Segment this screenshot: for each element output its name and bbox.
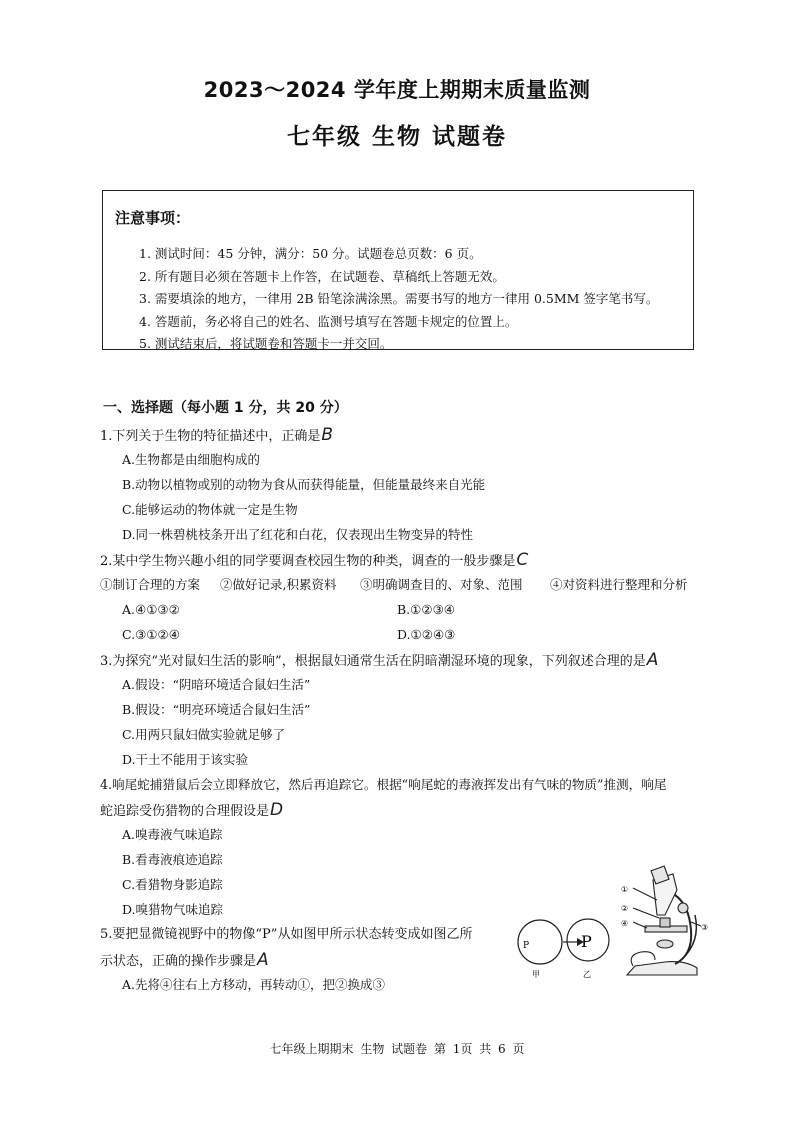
marker-1: ① (621, 885, 629, 894)
notice-item: 3. 需要填涂的地方，一律用 2B 铅笔涂满涂黑。需要书写的地方一律用 0.5MM 签字笔书写。 (139, 291, 659, 306)
notice-item: 5. 测试结束后，将试题卷和答题卡一并交回。 (139, 336, 393, 351)
question-text: 2.某中学生物兴趣小组的同学要调查校园生物的种类，调查的一般步骤是 (100, 554, 516, 569)
notice-item: 4. 答题前，务必将自己的姓名、监测号填写在答题卡规定的位置上。 (139, 313, 518, 329)
notice-box (102, 190, 694, 350)
section-heading: 一、选择题（每小题 1 分，共 20 分） (103, 400, 348, 416)
page-footer: 七年级上期期末 生物 试题卷 第 1页 共 6 页 (269, 1042, 525, 1056)
handwritten-answer: B (321, 425, 334, 445)
option: B.①②③④ (397, 602, 455, 617)
handwritten-answer: C (516, 550, 529, 570)
question-4-stem-line1: 4.响尾蛇捕猎鼠后会立即释放它，然后再追踪它。根据“响尾蛇的毒液挥发出有气味的物质”推测，响尾 (100, 777, 667, 792)
exam-title: 2023～2024 学年度上期期末质量监测 (203, 78, 591, 102)
notice-item: 1. 测试时间：45 分钟，满分：50 分。试题卷总页数：6 页。 (139, 246, 482, 261)
question-text: 3.为探究“光对鼠妇生活的影响”，根据鼠妇通常生活在阴暗潮湿环境的现象，下列叙述合理的是 (100, 654, 646, 669)
question-5-stem-line1: 5.要把显微镜视野中的物像“P”从如图甲所示状态转变成如图乙所 (100, 927, 473, 942)
handwritten-answer: D (270, 800, 284, 820)
option: A.假设：“阴暗环境适合鼠妇生活” (122, 677, 311, 692)
handwritten-answer: A (257, 950, 269, 970)
step-item: ④对资料进行整理和分析 (550, 577, 688, 592)
option: C.③①②④ (122, 627, 180, 642)
question-text: 蛇追踪受伤猎物的合理假设是 (100, 804, 270, 819)
option: B.假设：“明亮环境适合鼠妇生活” (122, 702, 311, 717)
option: C.用两只鼠妇做实验就足够了 (122, 727, 286, 742)
option: A.嗅毒液气味追踪 (122, 827, 223, 842)
question-5-stem-line2 (100, 951, 269, 971)
handwritten-answer: A (646, 650, 659, 670)
marker-2: ② (621, 904, 629, 913)
option: A.生物都是由细胞构成的 (122, 452, 261, 467)
notice-item: 2. 所有题目必须在答题卡上作答，在试题卷、草稿纸上答题无效。 (139, 268, 505, 284)
question-text: 示状态，正确的操作步骤是 (100, 954, 257, 969)
option: D.干土不能用于该实验 (122, 752, 249, 767)
label-jia: 甲 (532, 970, 540, 979)
option: C.看猎物身影追踪 (122, 877, 223, 892)
option: B.动物以植物或别的动物为食从而获得能量，但能量最终来自光能 (122, 477, 486, 492)
option: B.看毒液痕迹追踪 (122, 852, 223, 867)
option: A.④①③② (122, 602, 180, 617)
option: D.①②④③ (397, 627, 456, 642)
question-2-stem (100, 551, 528, 571)
step-item: ①制订合理的方案 (100, 577, 201, 592)
step-item: ②做好记录,积累资料 (220, 577, 337, 592)
question-4-stem-line2 (100, 801, 283, 821)
option: A.先将④往右上方移动，再转动①，把②换成③ (122, 977, 386, 992)
question-text: 1.下列关于生物的特征描述中，正确是 (100, 429, 321, 444)
question-1-stem (100, 426, 333, 446)
microscope-icon (627, 866, 701, 975)
exam-subtitle: 七年级 生物 试题卷 (286, 124, 507, 150)
marker-3: ③ (701, 923, 709, 932)
microscope-figure (515, 860, 715, 985)
notice-list (139, 243, 658, 356)
big-p-label: P (581, 932, 592, 951)
option: D.同一株碧桃枝条开出了红花和白花，仅表现出生物变异的特性 (122, 527, 474, 542)
notice-heading: 注意事项： (115, 209, 191, 227)
label-yi: 乙 (583, 970, 591, 979)
step-item: ③明确调查目的、对象、范围 (360, 577, 523, 592)
question-3-stem (100, 651, 658, 671)
small-p-label: P (523, 941, 530, 951)
marker-4: ④ (621, 919, 629, 928)
option: C.能够运动的物体就一定是生物 (122, 502, 298, 517)
option: D.嗅猎物气味追踪 (122, 902, 224, 917)
